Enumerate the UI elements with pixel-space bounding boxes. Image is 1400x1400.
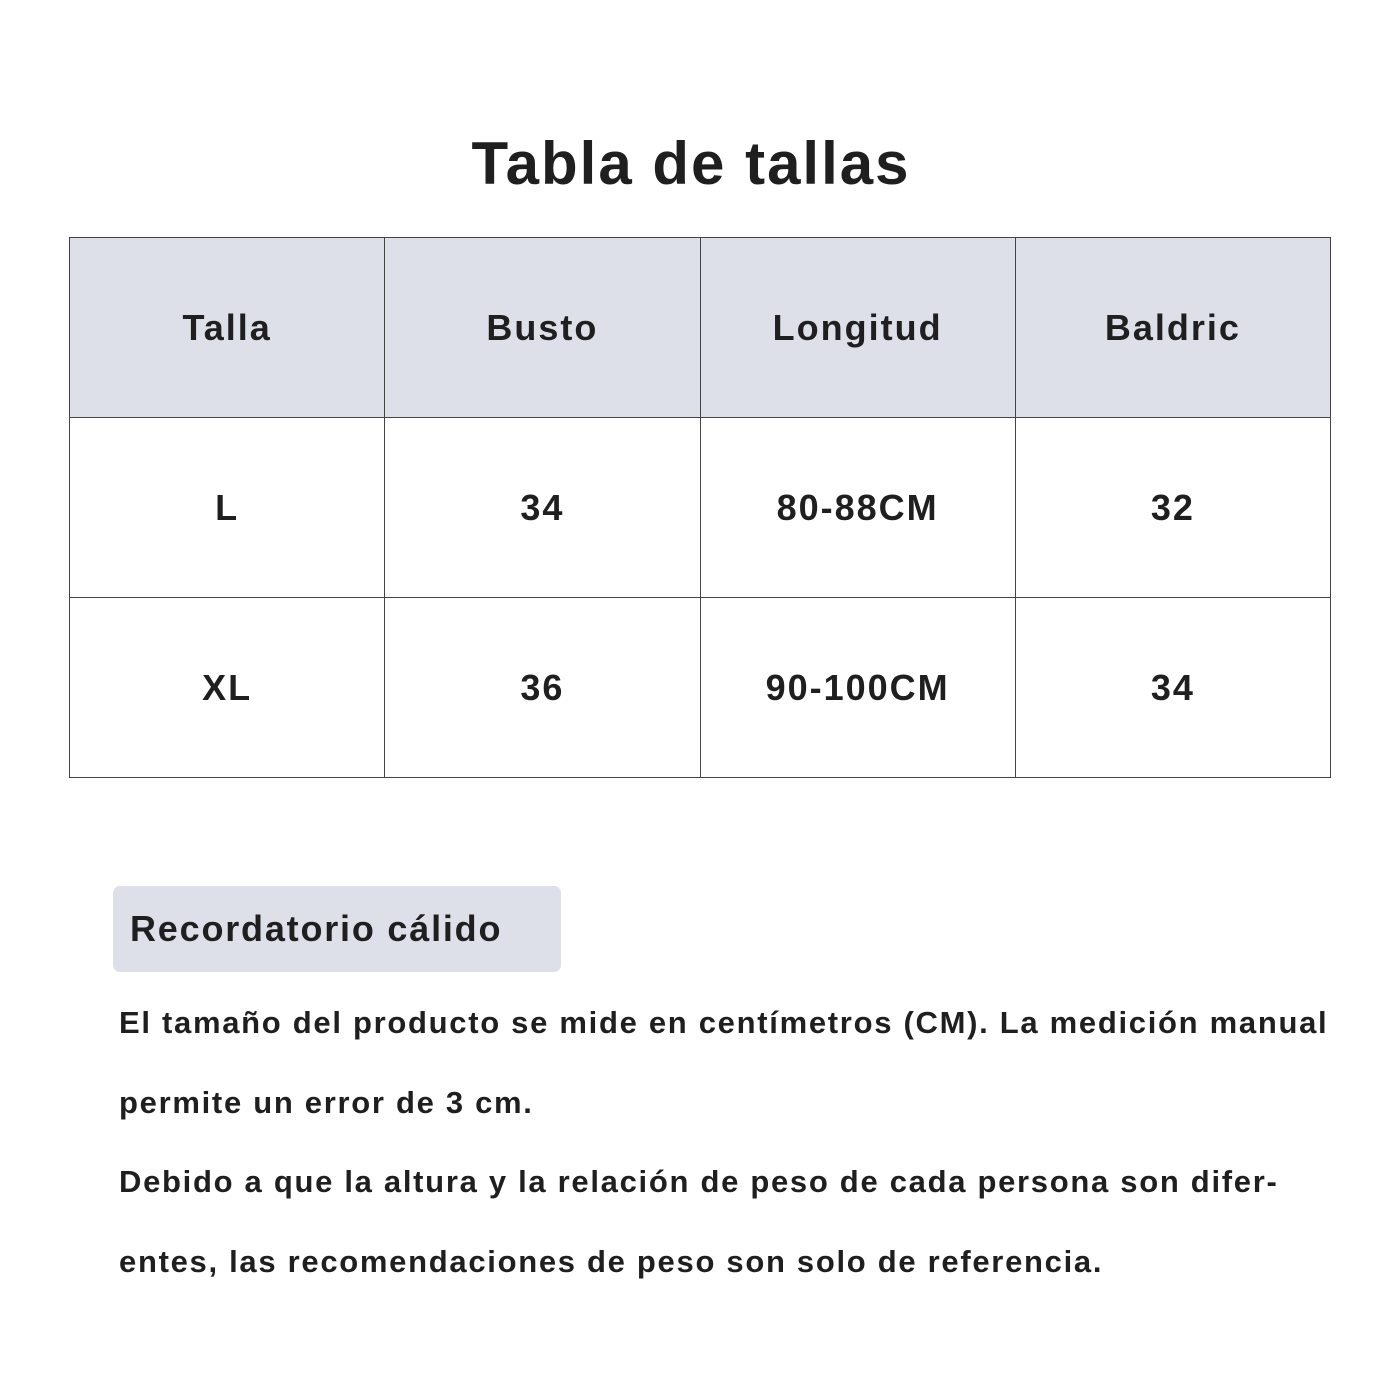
- cell-baldric: 34: [1015, 598, 1330, 778]
- table-row: [70, 598, 1331, 778]
- cell-length: 90-100CM: [700, 598, 1015, 778]
- table-header-row: [70, 238, 1331, 418]
- size-table: [69, 237, 1331, 778]
- note-paragraph-measurement: El tamaño del producto se mide en centímetros (CM). La medición manual permite un error de 3 cm.: [119, 1005, 1329, 1120]
- cell-length: 80-88CM: [700, 418, 1015, 598]
- page-title: Tabla de tallas: [471, 130, 911, 198]
- header-length: Longitud: [700, 238, 1015, 418]
- header-baldric: Baldric: [1015, 238, 1330, 418]
- cell-bust: 34: [385, 418, 700, 598]
- cell-size: L: [70, 418, 385, 598]
- reminder-notes: [119, 983, 1374, 1301]
- cell-bust: 36: [385, 598, 700, 778]
- reminder-badge: Recordatorio cálido: [113, 886, 561, 972]
- table-row: [70, 418, 1331, 598]
- note-paragraph-reference: Debido a que la altura y la relación de peso de cada persona son difer-entes, las recomendaciones de peso son solo de referencia.: [119, 1164, 1279, 1279]
- header-bust: Busto: [385, 238, 700, 418]
- cell-size: XL: [70, 598, 385, 778]
- header-size: Talla: [70, 238, 385, 418]
- cell-baldric: 32: [1015, 418, 1330, 598]
